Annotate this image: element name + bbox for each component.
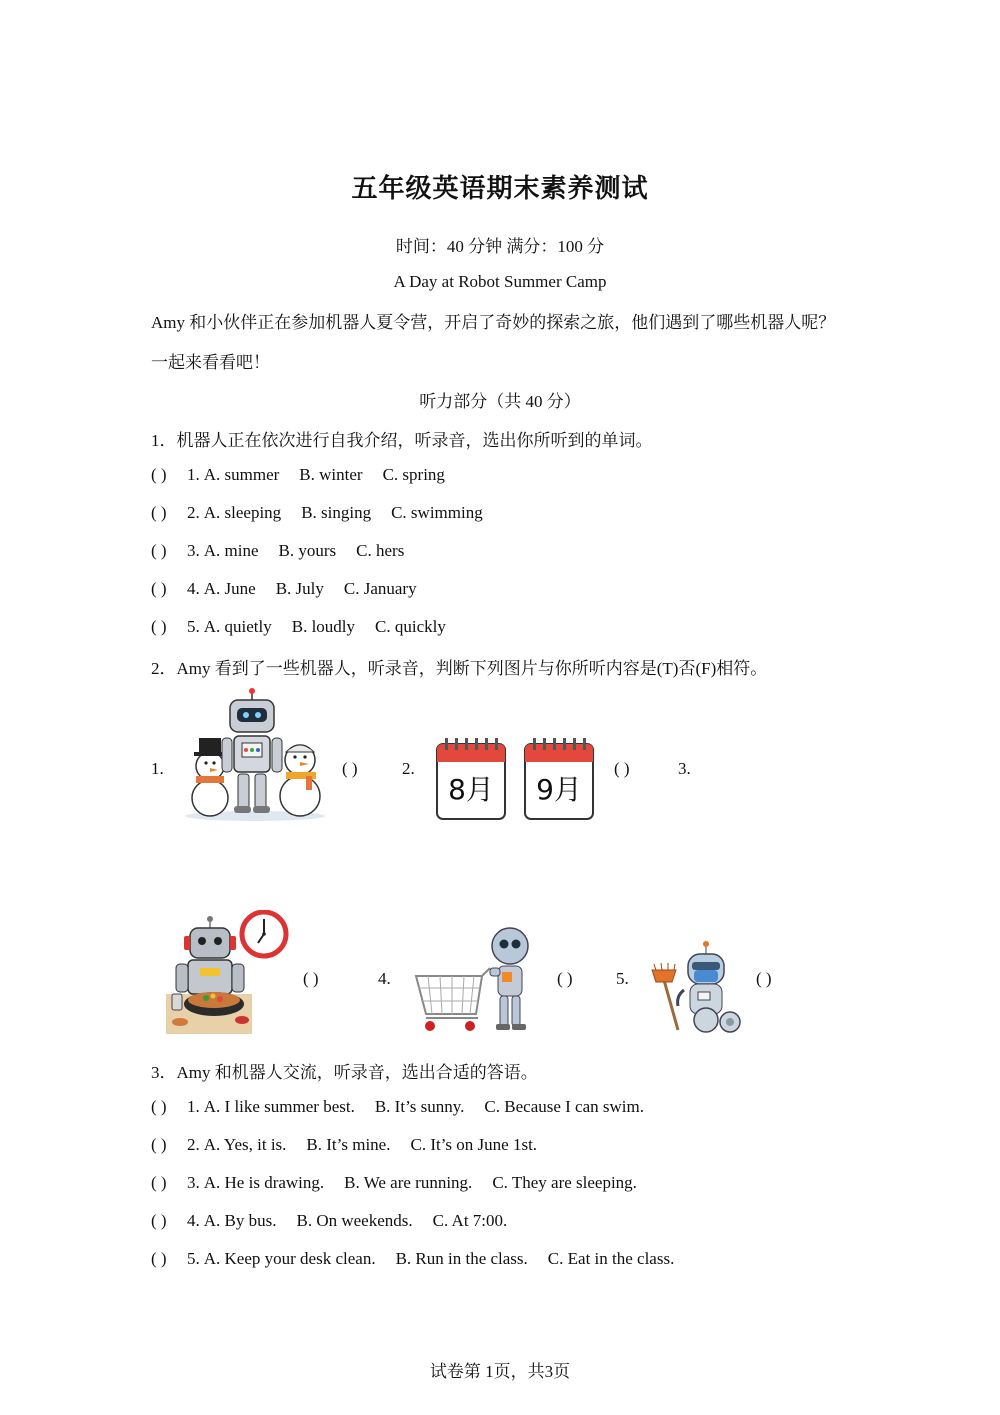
item-number: 5. (187, 1249, 200, 1268)
robot-snowmen-image (182, 688, 328, 822)
option-c: C. They are sleeping. (492, 1173, 637, 1192)
robot-cooking-image (166, 910, 292, 1034)
answer-paren[interactable]: ( ) (151, 1135, 167, 1154)
calendar-august-text: 8月 (448, 773, 494, 806)
q2-label-2: 2. (402, 759, 415, 778)
item-number: 3. (187, 541, 200, 560)
calendar-august-icon (436, 738, 506, 820)
q3-item (151, 1173, 657, 1193)
q2-label-4: 4. (378, 969, 391, 988)
item-number: 2. (187, 1135, 200, 1154)
option-a: A. sleeping (203, 503, 282, 522)
option-a: A. quietly (203, 617, 272, 636)
q1-instruction: 1．机器人正在依次进行自我介绍，听录音，选出你所听到的单词。 (151, 431, 653, 450)
intro-line-2: 一起来看看吧！ (151, 353, 270, 372)
option-a: A. By bus. (203, 1211, 277, 1230)
answer-paren[interactable]: ( ) (151, 1173, 167, 1192)
option-c: C. swimming (391, 503, 483, 522)
robot-cleaning-image (648, 940, 744, 1034)
intro-line-1: Amy 和小伙伴正在参加机器人夏令营，开启了奇妙的探索之旅，他们遇到了哪些机器人呢？ (151, 313, 836, 332)
option-b: B. July (275, 579, 324, 598)
q2-answer-3[interactable]: ( ) (303, 969, 319, 988)
option-c: C. hers (356, 541, 405, 560)
answer-paren[interactable]: ( ) (151, 541, 167, 560)
robot-shopping-image (412, 924, 536, 1036)
q1-item (151, 503, 503, 523)
page-footer: 试卷第 1页，共3页 (429, 1362, 571, 1381)
option-a: A. summer (203, 465, 280, 484)
option-a: A. June (203, 579, 256, 598)
q2-answer-2[interactable]: ( ) (614, 759, 630, 778)
page-title: 五年级英语期末素养测试 (351, 174, 649, 204)
answer-paren[interactable]: ( ) (151, 1097, 167, 1116)
answer-paren[interactable]: ( ) (151, 579, 167, 598)
q2-answer-4[interactable]: ( ) (557, 969, 573, 988)
option-c: C. Because I can swim. (484, 1097, 644, 1116)
q2-instruction: 2．Amy 看到了一些机器人，听录音，判断下列图片与你所听内容是(T)否(F)相符。 (151, 659, 768, 678)
option-b: B. singing (301, 503, 372, 522)
option-b: B. loudly (291, 617, 356, 636)
item-number: 4. (187, 1211, 200, 1230)
q1-item (151, 617, 466, 637)
option-c: C. Eat in the class. (547, 1249, 675, 1268)
option-b: B. yours (278, 541, 337, 560)
item-number: 1. (187, 465, 200, 484)
item-number: 3. (187, 1173, 200, 1192)
q2-label-3: 3. (678, 759, 691, 778)
section-heading: 听力部分（共 40 分） (419, 392, 581, 411)
option-b: B. It’s mine. (306, 1135, 391, 1154)
q2-label-1: 1. (151, 759, 164, 778)
q3-item (151, 1097, 664, 1117)
option-b: B. Run in the class. (395, 1249, 528, 1268)
option-c: C. At 7:00. (432, 1211, 508, 1230)
answer-paren[interactable]: ( ) (151, 465, 167, 484)
option-c: C. spring (382, 465, 445, 484)
option-b: B. It’s sunny. (374, 1097, 465, 1116)
answer-paren[interactable]: ( ) (151, 1249, 167, 1268)
answer-paren[interactable]: ( ) (151, 617, 167, 636)
option-a: A. Keep your desk clean. (203, 1249, 376, 1268)
answer-paren[interactable]: ( ) (151, 503, 167, 522)
q3-item (151, 1249, 694, 1269)
q3-item (151, 1211, 527, 1231)
option-b: B. On weekends. (296, 1211, 413, 1230)
calendar-september-text: 9月 (536, 773, 582, 806)
exam-meta: 时间：40 分钟 满分：100 分 (395, 237, 605, 256)
option-a: A. I like summer best. (203, 1097, 355, 1116)
option-a: A. mine (203, 541, 259, 560)
option-b: B. We are running. (344, 1173, 473, 1192)
item-number: 5. (187, 617, 200, 636)
option-c: C. quickly (375, 617, 446, 636)
item-number: 1. (187, 1097, 200, 1116)
q2-answer-5[interactable]: ( ) (756, 969, 772, 988)
calendar-september-icon (524, 738, 594, 820)
q1-item (151, 579, 437, 599)
answer-paren[interactable]: ( ) (151, 1211, 167, 1230)
q1-item (151, 465, 465, 485)
q1-item (151, 541, 424, 561)
subtitle: A Day at Robot Summer Camp (393, 272, 607, 291)
option-c: C. January (343, 579, 417, 598)
q3-instruction: 3．Amy 和机器人交流，听录音，选出合适的答语。 (151, 1063, 538, 1082)
item-number: 4. (187, 579, 200, 598)
q2-answer-1[interactable]: ( ) (342, 759, 358, 778)
option-b: B. winter (299, 465, 363, 484)
option-c: C. It’s on June 1st. (410, 1135, 538, 1154)
option-a: A. Yes, it is. (203, 1135, 287, 1154)
option-a: A. He is drawing. (203, 1173, 325, 1192)
q3-item (151, 1135, 557, 1155)
item-number: 2. (187, 503, 200, 522)
q2-label-5: 5. (616, 969, 629, 988)
